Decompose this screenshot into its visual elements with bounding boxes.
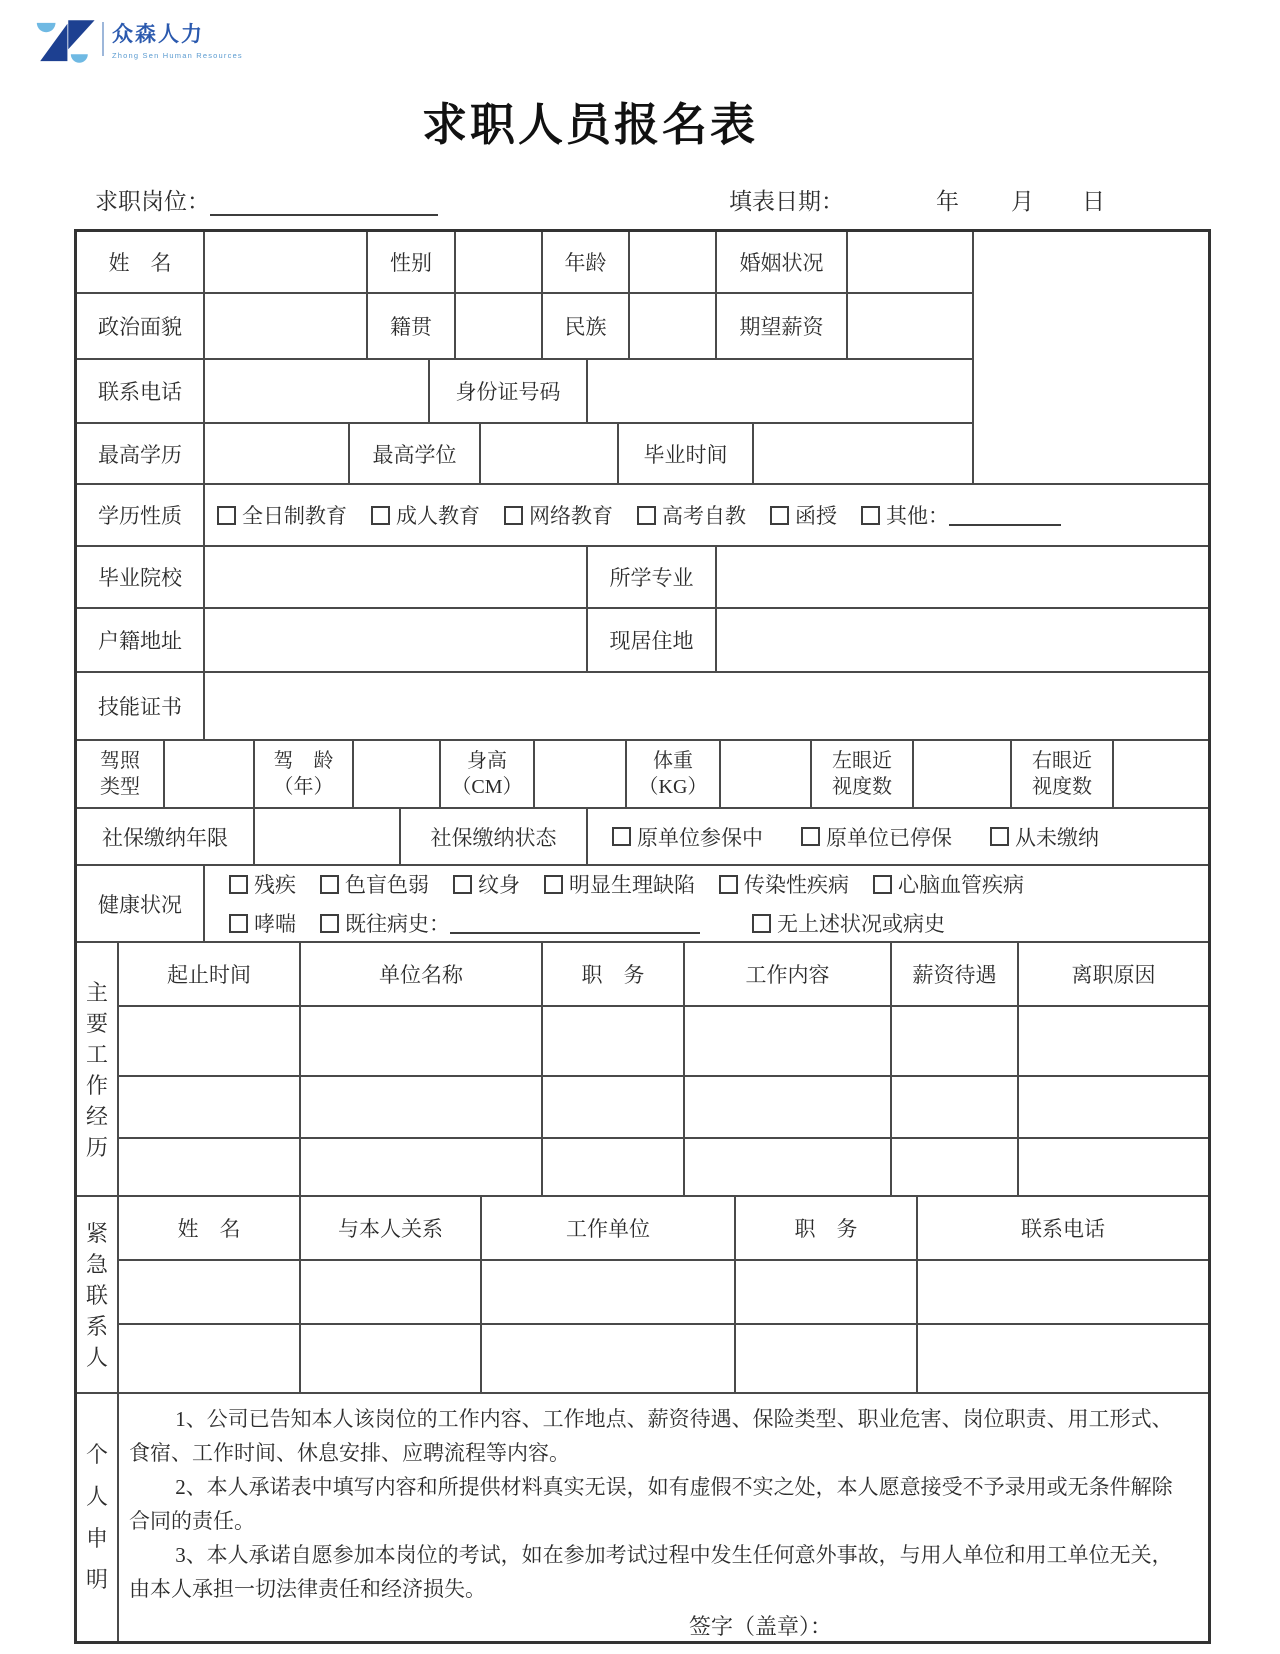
emergency-cell[interactable]	[301, 1325, 482, 1392]
health-cardio-checkbox[interactable]	[873, 875, 892, 894]
ethnicity-label: 民族	[543, 294, 630, 358]
work-experience-row-1	[119, 1007, 1208, 1077]
right-eye-label: 右眼近 视度数	[1012, 741, 1114, 807]
highest-degree-input[interactable]	[481, 424, 619, 483]
health-cardio-label: 心脑血管疾病	[898, 873, 1024, 897]
graduation-date-input[interactable]	[754, 424, 974, 483]
personal-statement-section	[77, 1394, 1208, 1641]
weight-input[interactable]	[721, 741, 812, 807]
work-cell[interactable]	[119, 1007, 301, 1075]
edu-other-label: 其他：	[886, 504, 949, 528]
edu-selfstudy-label: 高考自教	[662, 504, 746, 528]
row-health	[77, 866, 1208, 943]
statement-paragraph-1: 1、公司已告知本人该岗位的工作内容、工作地点、薪资待遇、保险类型、职业危害、岗位职责、用工形式、食宿、工作时间、休息安排、应聘流程等内容。	[129, 1407, 1173, 1465]
height-input[interactable]	[535, 741, 627, 807]
edu-fulltime-checkbox[interactable]	[217, 506, 236, 525]
edu-correspondence-checkbox[interactable]	[770, 506, 789, 525]
health-asthma-label: 哮喘	[254, 912, 296, 936]
work-cell[interactable]	[685, 1139, 892, 1195]
license-type-label: 驾照 类型	[77, 741, 165, 807]
emergency-cell[interactable]	[736, 1325, 918, 1392]
major-input[interactable]	[717, 547, 1208, 607]
emergency-contact-header-row	[119, 1197, 1208, 1261]
work-cell[interactable]	[892, 1077, 1019, 1137]
date-day-label: 日	[1082, 189, 1105, 214]
insurance-never-checkbox[interactable]	[990, 827, 1009, 846]
work-cell[interactable]	[301, 1077, 543, 1137]
current-address-label: 现居住地	[588, 609, 717, 671]
marital-status-label: 婚姻状况	[717, 232, 848, 292]
edu-adult-checkbox[interactable]	[371, 506, 390, 525]
ethnicity-input[interactable]	[630, 294, 717, 358]
right-eye-input[interactable]	[1114, 741, 1208, 807]
health-history-input[interactable]	[450, 912, 700, 934]
gender-input[interactable]	[456, 232, 543, 292]
row-education-degree-graduation	[77, 424, 974, 483]
height-label: 身高 （CM）	[441, 741, 535, 807]
work-experience-section	[77, 943, 1208, 1197]
work-cell[interactable]	[543, 1077, 685, 1137]
health-disability-checkbox[interactable]	[229, 875, 248, 894]
row-social-insurance	[77, 809, 1208, 866]
work-cell[interactable]	[892, 1139, 1019, 1195]
school-label: 毕业院校	[77, 547, 205, 607]
health-options	[205, 866, 1208, 941]
edu-other-input[interactable]	[949, 504, 1061, 526]
work-cell[interactable]	[301, 1139, 543, 1195]
emergency-contact-section	[77, 1197, 1208, 1394]
row-school-major	[77, 547, 1208, 609]
expected-salary-input[interactable]	[848, 294, 974, 358]
skill-certificate-label: 技能证书	[77, 673, 205, 739]
edu-other-checkbox[interactable]	[861, 506, 880, 525]
weight-label: 体重 （KG）	[627, 741, 721, 807]
highest-education-label: 最高学历	[77, 424, 205, 483]
row-phone-id	[77, 360, 974, 424]
personal-statement-section-label: 个人申明	[77, 1394, 119, 1641]
work-cell[interactable]	[119, 1077, 301, 1137]
highest-degree-label: 最高学位	[350, 424, 481, 483]
work-header-position: 职 务	[543, 943, 685, 1005]
name-label: 姓 名	[77, 232, 205, 292]
work-header-reason: 离职原因	[1071, 963, 1156, 987]
emergency-contact-section-label: 紧急联系人	[77, 1197, 119, 1392]
native-place-input[interactable]	[456, 294, 543, 358]
gender-label: 性别	[368, 232, 456, 292]
work-cell[interactable]	[543, 1139, 685, 1195]
work-experience-section-label: 主要工作经历	[77, 943, 119, 1195]
health-infectious-checkbox[interactable]	[719, 875, 738, 894]
signature-label: 签字（盖章）：	[689, 1614, 833, 1639]
health-none-label: 无上述状况或病史	[777, 912, 945, 936]
basic-info-section	[77, 232, 1208, 485]
skill-certificate-input[interactable]	[205, 673, 1208, 739]
health-disability-label: 残疾	[254, 873, 296, 897]
left-eye-label: 左眼近 视度数	[812, 741, 914, 807]
personal-statement-text	[119, 1394, 1208, 1641]
row-political-native-ethnic-salary	[77, 294, 974, 360]
edu-selfstudy-checkbox[interactable]	[637, 506, 656, 525]
driving-years-input[interactable]	[354, 741, 441, 807]
expected-salary-label: 期望薪资	[717, 294, 848, 358]
health-defect-checkbox[interactable]	[544, 875, 563, 894]
edu-online-label: 网络教育	[529, 504, 613, 528]
health-colorblind-checkbox[interactable]	[320, 875, 339, 894]
emergency-cell[interactable]	[918, 1325, 1208, 1392]
company-logo	[30, 10, 243, 68]
health-asthma-checkbox[interactable]	[229, 914, 248, 933]
work-experience-row-3	[119, 1139, 1208, 1195]
age-input[interactable]	[630, 232, 717, 292]
health-colorblind-label: 色盲色弱	[345, 873, 429, 897]
emergency-cell[interactable]	[301, 1261, 482, 1323]
emergency-header-name: 姓 名	[119, 1197, 301, 1259]
work-cell[interactable]	[1019, 1007, 1208, 1075]
insurance-status-options	[588, 809, 1208, 864]
health-label: 健康状况	[77, 866, 205, 941]
statement-paragraph-2: 2、本人承诺表中填写内容和所提供材料真实无误，如有虚假不实之处，本人愿意接受不予录用或无条件解除合同的责任。	[129, 1475, 1173, 1533]
work-cell[interactable]	[1019, 1077, 1208, 1137]
logo-mark-icon	[30, 10, 98, 68]
row-education-type	[77, 485, 1208, 547]
insurance-stopped-label: 原单位已停保	[826, 825, 952, 850]
date-label: 填表日期：	[729, 189, 844, 214]
current-address-input[interactable]	[717, 609, 1208, 671]
emergency-cell[interactable]	[482, 1261, 736, 1323]
political-status-input[interactable]	[205, 294, 368, 358]
edu-online-checkbox[interactable]	[504, 506, 523, 525]
insurance-active-label: 原单位参保中	[637, 825, 763, 850]
education-type-options	[205, 485, 1208, 545]
health-defect-label: 明显生理缺陷	[569, 873, 695, 897]
health-none-checkbox[interactable]	[752, 914, 771, 933]
emergency-header-position: 职 务	[736, 1197, 918, 1259]
photo-area[interactable]	[974, 232, 1208, 483]
emergency-cell[interactable]	[482, 1325, 736, 1392]
phone-input[interactable]	[205, 360, 430, 422]
emergency-header-relation: 与本人关系	[301, 1197, 482, 1259]
health-history-checkbox[interactable]	[320, 914, 339, 933]
emergency-cell[interactable]	[918, 1261, 1208, 1323]
school-input[interactable]	[205, 547, 588, 607]
work-experience-header-row	[119, 943, 1208, 1007]
registered-address-input[interactable]	[205, 609, 588, 671]
work-header-period: 起止时间	[119, 943, 301, 1005]
row-physical	[77, 741, 1208, 809]
application-form-table	[74, 229, 1211, 1644]
name-input[interactable]	[205, 232, 368, 292]
emergency-contact-row-1	[119, 1261, 1208, 1325]
company-name-en: Zhong Sen Human Resources	[112, 51, 243, 60]
health-tattoo-checkbox[interactable]	[453, 875, 472, 894]
work-cell[interactable]	[119, 1139, 301, 1195]
work-cell[interactable]	[685, 1077, 892, 1137]
phone-label: 联系电话	[77, 360, 205, 422]
highest-education-input[interactable]	[205, 424, 350, 483]
health-infectious-label: 传染性疾病	[744, 873, 849, 897]
graduation-date-label: 毕业时间	[619, 424, 754, 483]
insurance-years-input[interactable]	[255, 809, 401, 864]
emergency-contact-row-2	[119, 1325, 1208, 1392]
work-cell[interactable]	[892, 1007, 1019, 1075]
form-headline	[95, 183, 1105, 216]
date-year-label: 年	[936, 189, 959, 214]
education-type-label: 学历性质	[77, 485, 205, 545]
work-cell[interactable]	[301, 1007, 543, 1075]
major-label: 所学专业	[588, 547, 717, 607]
emergency-header-phone: 联系电话	[1021, 1217, 1105, 1241]
work-header-content: 工作内容	[685, 943, 892, 1005]
health-history-label: 既往病史：	[345, 912, 450, 936]
id-number-input[interactable]	[588, 360, 974, 422]
insurance-active-checkbox[interactable]	[612, 827, 631, 846]
political-status-label: 政治面貌	[77, 294, 205, 358]
work-header-company: 单位名称	[301, 943, 543, 1005]
work-cell[interactable]	[685, 1007, 892, 1075]
work-experience-row-2	[119, 1077, 1208, 1139]
insurance-never-label: 从未缴纳	[1015, 825, 1099, 850]
logo-divider	[102, 22, 104, 56]
row-skill-certificate	[77, 673, 1208, 741]
age-label: 年龄	[543, 232, 630, 292]
position-label: 求职岗位：	[95, 189, 210, 214]
edu-correspondence-label: 函授	[795, 504, 837, 528]
emergency-cell[interactable]	[119, 1325, 301, 1392]
company-name: 众森人力	[112, 23, 204, 46]
insurance-stopped-checkbox[interactable]	[801, 827, 820, 846]
health-tattoo-label: 纹身	[478, 873, 520, 897]
work-cell[interactable]	[1019, 1139, 1208, 1195]
edu-adult-label: 成人教育	[396, 504, 480, 528]
native-place-label: 籍贯	[368, 294, 456, 358]
statement-paragraph-3: 3、本人承诺自愿参加本岗位的考试，如在参加考试过程中发生任何意外事故，与用人单位和用工单位无关，由本人承担一切法律责任和经济损失。	[129, 1543, 1173, 1601]
emergency-header-employer: 工作单位	[482, 1197, 736, 1259]
work-cell[interactable]	[543, 1007, 685, 1075]
insurance-years-label: 社保缴纳年限	[77, 809, 255, 864]
date-month-label: 月	[1011, 189, 1034, 214]
driving-years-label: 驾 龄 （年）	[255, 741, 354, 807]
row-name-gender-age-marital	[77, 232, 974, 294]
registered-address-label: 户籍地址	[77, 609, 205, 671]
row-addresses	[77, 609, 1208, 673]
emergency-cell[interactable]	[119, 1261, 301, 1323]
left-eye-input[interactable]	[914, 741, 1012, 807]
license-type-input[interactable]	[165, 741, 255, 807]
page-title: 求职人员报名表	[421, 100, 758, 150]
emergency-cell[interactable]	[736, 1261, 918, 1323]
marital-status-input[interactable]	[848, 232, 974, 292]
id-number-label: 身份证号码	[430, 360, 588, 422]
position-input[interactable]	[210, 190, 438, 216]
insurance-status-label: 社保缴纳状态	[401, 809, 588, 864]
edu-fulltime-label: 全日制教育	[242, 504, 347, 528]
work-header-salary: 薪资待遇	[892, 943, 1019, 1005]
